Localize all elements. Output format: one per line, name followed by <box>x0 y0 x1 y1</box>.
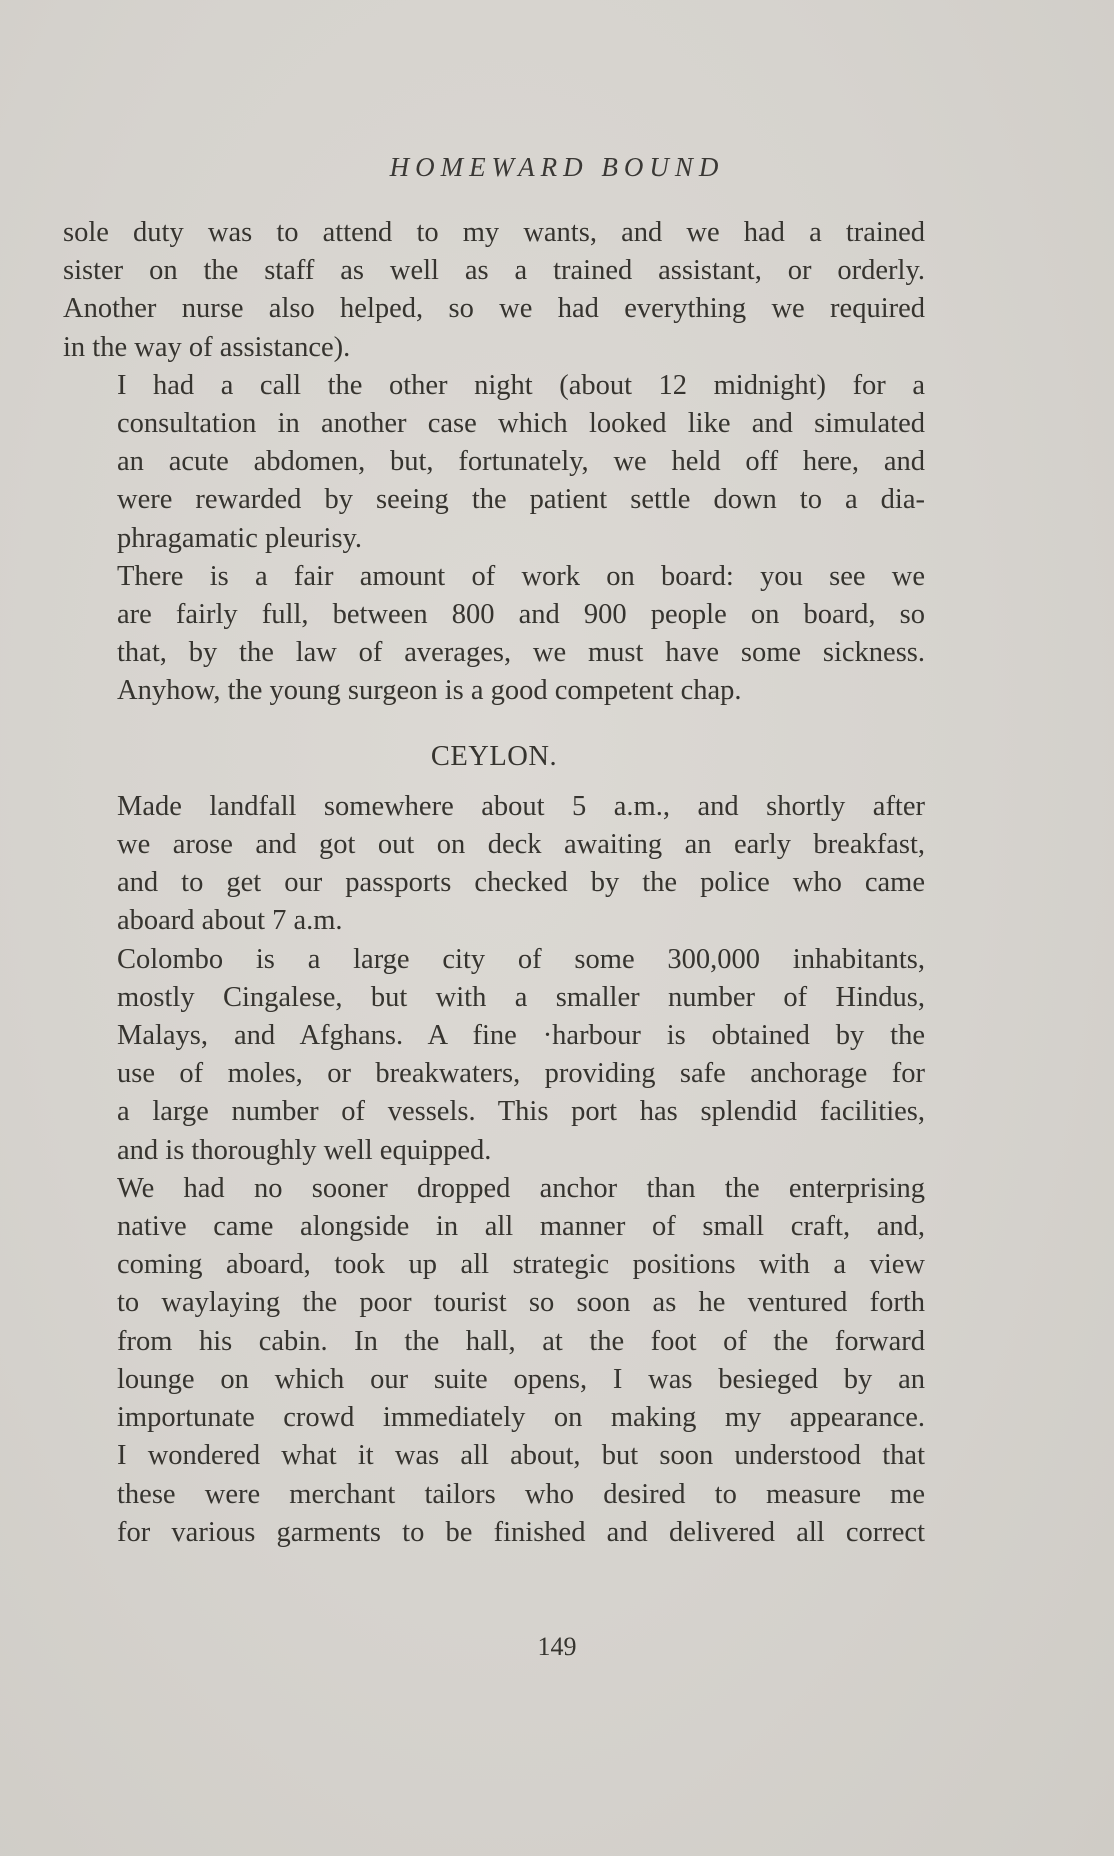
text-line: importunate crowd immediately on making my appearance. <box>117 1402 925 1434</box>
text-line: and to get our passports checked by the police who came <box>117 867 925 899</box>
text-line: Colombo is a large city of some 300,000 inhabitants, <box>117 943 925 975</box>
text-line: mostly Cingalese, but with a smaller number of Hindus, <box>117 981 925 1013</box>
text-line: aboard about 7 a.m. <box>117 905 343 937</box>
text-line: phragamatic pleurisy. <box>117 522 363 554</box>
paragraph-1 <box>63 214 925 367</box>
body-text <box>63 214 925 1552</box>
text-line: Another nurse also helped, so we had everything we required <box>63 293 925 325</box>
section-heading: CEYLON. <box>430 740 558 772</box>
text-line: I had a call the other night (about 12 midnight) for a <box>117 369 925 401</box>
text-line: Malays, and Afghans. A fine ·harbour is obtained by the <box>117 1020 925 1052</box>
paragraph-5 <box>63 941 925 1170</box>
page-number: 149 <box>537 1632 577 1661</box>
text-line: are fairly full, between 800 and 900 people on board, so <box>117 599 925 631</box>
text-line: we arose and got out on deck awaiting an early breakfast, <box>117 829 925 861</box>
paragraph-4 <box>63 788 925 941</box>
text-line: consultation in another case which looked like and simulated <box>117 408 925 440</box>
text-line: use of moles, or breakwaters, providing safe anchorage for <box>117 1058 925 1090</box>
running-head: HOMEWARD BOUND <box>389 152 725 182</box>
text-line: an acute abdomen, but, fortunately, we held off here, and <box>117 446 925 478</box>
text-line: these were merchant tailors who desired to measure me <box>117 1478 925 1510</box>
paragraph-3 <box>63 558 925 711</box>
paragraph-6 <box>63 1170 925 1552</box>
text-line: lounge on which our suite opens, I was besieged by an <box>117 1363 925 1395</box>
text-line: for various garments to be finished and delivered all correct <box>117 1516 925 1548</box>
text-line: We had no sooner dropped anchor than the enterprising <box>117 1172 925 1204</box>
paragraph-2 <box>63 367 925 558</box>
text-line: Anyhow, the young surgeon is a good competent chap. <box>117 675 742 707</box>
text-line: coming aboard, took up all strategic positions with a view <box>117 1249 925 1281</box>
text-line: and is thoroughly well equipped. <box>117 1134 492 1166</box>
text-line: that, by the law of averages, we must have some sickness. <box>117 637 925 669</box>
text-line: from his cabin. In the hall, at the foot of the forward <box>117 1325 925 1357</box>
text-line: native came alongside in all manner of small craft, and, <box>117 1211 925 1243</box>
text-line: I wondered what it was all about, but soon understood that <box>117 1440 925 1472</box>
text-line: Made landfall somewhere about 5 a.m., and shortly after <box>117 790 925 822</box>
text-line: in the way of assistance). <box>63 331 351 363</box>
text-line: sister on the staff as well as a trained assistant, or orderly. <box>63 255 925 287</box>
text-line: There is a fair amount of work on board: you see we <box>117 560 925 592</box>
text-line: to waylaying the poor tourist so soon as he ventured forth <box>117 1287 925 1319</box>
text-line: a large number of vessels. This port has splendid facilities, <box>117 1096 925 1128</box>
text-line: were rewarded by seeing the patient settle down to a dia- <box>117 484 925 516</box>
text-line: sole duty was to attend to my wants, and we had a trained <box>63 217 925 248</box>
